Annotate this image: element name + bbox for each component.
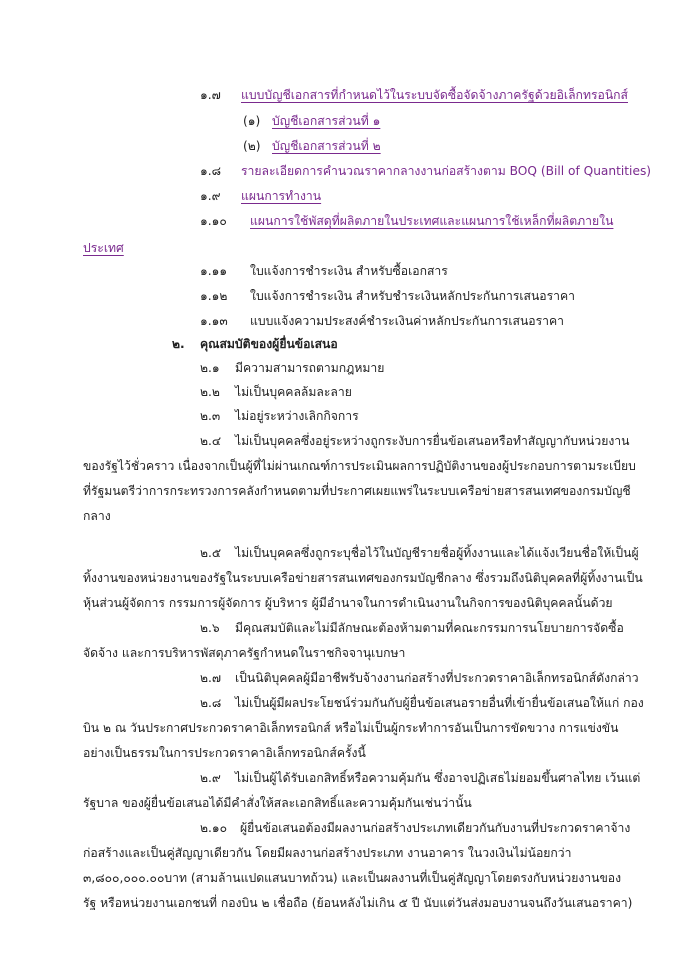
qual-item-2-8: [200, 695, 644, 711]
item-number: ๒.๙: [200, 771, 221, 785]
section-heading: [172, 336, 338, 352]
item-text: ไม่เป็นบุคคลล้มละลาย: [235, 385, 352, 399]
link-work-plan[interactable]: แผนการทำงาน: [241, 189, 322, 203]
item-number: ๒.๔: [200, 434, 222, 448]
paragraph-line: กลาง: [83, 509, 111, 523]
item-text: ไม่เป็นบุคคลซึ่งอยู่ระหว่างถูกระงับการยื่นข้อเสนอหรือทำสัญญากับหน่วยงาน: [235, 434, 630, 448]
item-number: ๑.๘: [200, 164, 222, 178]
doc-subitem-1: [243, 113, 380, 129]
paragraph-line: จัดจ้าง และการบริหารพัสดุภาครัฐกำหนดในราชกิจจานุเบกษา: [83, 646, 406, 660]
item-number: ๒.๓: [200, 409, 221, 423]
item-number: ๒.๒: [200, 385, 220, 399]
doc-item-1-7: [200, 87, 628, 103]
qual-item-2-2: [200, 384, 352, 400]
doc-item-1-9: [200, 188, 321, 204]
paragraph-line: หุ้นส่วนผู้จัดการ กรรมการผู้จัดการ ผู้บริหาร ผู้มีอำนาจในการดำเนินงานในกิจการของนิติบุคคลนั้นด้วย: [83, 596, 613, 610]
doc-item-1-10-continuation: [83, 240, 124, 256]
paragraph-line: อย่างเป็นธรรมในการประกวดราคาอิเล็กทรอนิกส์ครั้งนี้: [83, 746, 366, 760]
section-number: ๒.: [172, 337, 185, 351]
section-title: คุณสมบัติของผู้ยื่นข้อเสนอ: [200, 337, 338, 351]
item-text: ใบแจ้งการชำระเงิน สำหรับชำระเงินหลักประกันการเสนอราคา: [250, 289, 576, 303]
item-number: ๑.๑๑: [200, 264, 228, 278]
item-text: แบบแจ้งความประสงค์ชำระเงินค่าหลักประกันการเสนอราคา: [250, 314, 565, 328]
item-text: ไม่เป็นผู้ได้รับเอกสิทธิ์หรือความคุ้มกัน ซึ่งอาจปฏิเสธไม่ยอมขึ้นศาลไทย เว้นแต่: [235, 771, 641, 785]
item-number: ๑.๑๐: [200, 214, 227, 228]
item-text: มีความสามารถตามกฎหมาย: [235, 361, 385, 375]
paragraph-line: ทิ้งงานของหน่วยงานของรัฐในระบบเครือข่ายสารสนเทศของกรมบัญชีกลาง ซึ่งรวมถึงนิติบุคคลที่ผู้ทิ้งงานเป็น: [83, 571, 643, 585]
paragraph-line: รัฐ หรือหน่วยงานเอกชนที่ กองบิน ๒ เชื่อถือ (ย้อนหลังไม่เกิน ๕ ปี นับแต่วันส่งมอบงานจนถึงวันเสนอราคา): [83, 896, 633, 910]
item-text: ใบแจ้งการชำระเงิน สำหรับซื้อเอกสาร: [250, 264, 448, 278]
item-number: ๑.๗: [200, 88, 221, 102]
paragraph-line: ของรัฐไว้ชั่วคราว เนื่องจากเป็นผู้ที่ไม่ผ่านเกณฑ์การประเมินผลการปฏิบัติงานของผู้ประกอบการตามระเบียบ: [83, 459, 636, 473]
item-number: (๑): [243, 114, 261, 128]
item-number: ๑.๙: [200, 189, 221, 203]
item-number: ๑.๑๓: [200, 314, 228, 328]
item-text: ไม่เป็นผู้มีผลประโยชน์ร่วมกันกับผู้ยื่นข้อเสนอรายอื่นที่เข้ายื่นข้อเสนอให้แก่ กอง: [235, 696, 644, 710]
doc-item-1-12: [200, 288, 575, 304]
link-document-list-part-2[interactable]: บัญชีเอกสารส่วนที่ ๒: [272, 139, 381, 153]
doc-item-1-10: [200, 213, 613, 229]
qual-item-2-1: [200, 360, 384, 376]
item-text: ไม่อยู่ระหว่างเลิกกิจการ: [235, 409, 359, 423]
qual-item-2-9: [200, 770, 640, 786]
qual-item-2-7: [200, 670, 639, 686]
link-boq-price-calculation[interactable]: รายละเอียดการคำนวณราคากลางงานก่อสร้างตาม BOQ (Bill of Quantities): [241, 164, 652, 178]
doc-item-1-8: [200, 163, 651, 179]
item-text: ไม่เป็นบุคคลซึ่งถูกระบุชื่อไว้ในบัญชีรายชื่อผู้ทิ้งงานและได้แจ้งเวียนชื่อให้เป็นผู้: [235, 546, 639, 560]
qual-item-2-4: [200, 433, 629, 449]
link-domestic-materials-plan-cont[interactable]: ประเทศ: [83, 241, 124, 255]
item-text: มีคุณสมบัติและไม่มีลักษณะต้องห้ามตามที่คณะกรรมการนโยบายการจัดซื้อ: [235, 621, 624, 635]
item-number: ๒.๖: [200, 621, 220, 635]
paragraph-line: รัฐบาล ของผู้ยื่นข้อเสนอได้มีคำสั่งให้สละเอกสิทธิ์และความคุ้มกันเช่นว่านั้น: [83, 796, 472, 810]
doc-item-1-11: [200, 263, 448, 279]
item-number: ๒.๑๐: [200, 821, 228, 835]
link-document-list-part-1[interactable]: บัญชีเอกสารส่วนที่ ๑: [272, 114, 381, 128]
item-text: เป็นนิติบุคคลผู้มีอาชีพรับจ้างงานก่อสร้างที่ประกวดราคาอิเล็กทรอนิกส์ดังกล่าว: [235, 671, 639, 685]
item-number: ๒.๘: [200, 696, 222, 710]
paragraph-line: ๓,๘๐๐,๐๐๐.๐๐บาท (สามล้านแปดแสนบาทถ้วน) และเป็นผลงานที่เป็นคู่สัญญาโดยตรงกับหน่วยงานของ: [83, 871, 622, 885]
doc-item-1-13: [200, 313, 564, 329]
paragraph-line: ที่รัฐมนตรีว่าการกระทรวงการคลังกำหนดตามที่ประกาศเผยแพร่ในระบบเครือข่ายสารสนเทศของกรมบัญชี: [83, 484, 631, 498]
item-number: ๒.๑: [200, 361, 220, 375]
doc-subitem-2: [243, 138, 381, 154]
item-number: (๒): [243, 139, 261, 153]
item-number: ๒.๗: [200, 671, 222, 685]
item-number: ๑.๑๒: [200, 289, 228, 303]
item-number: ๒.๕: [200, 546, 222, 560]
qual-item-2-6: [200, 620, 624, 636]
link-document-list-form[interactable]: แบบบัญชีเอกสารที่กำหนดไว้ในระบบจัดซื้อจัดจ้างภาครัฐด้วยอิเล็กทรอนิกส์: [241, 88, 628, 102]
qual-item-2-5: [200, 545, 639, 561]
link-domestic-materials-plan[interactable]: แผนการใช้พัสดุที่ผลิตภายในประเทศและแผนการใช้เหล็กที่ผลิตภายใน: [250, 214, 614, 228]
item-text: ผู้ยื่นข้อเสนอต้องมีผลงานก่อสร้างประเภทเดียวกันกับงานที่ประกวดราคาจ้าง: [240, 821, 631, 835]
paragraph-line: ก่อสร้างและเป็นคู่สัญญาเดียวกัน โดยมีผลงานก่อสร้างประเภท งานอาคาร ในวงเงินไม่น้อยกว่า: [83, 846, 572, 860]
qual-item-2-3: [200, 408, 359, 424]
qual-item-2-10: [200, 820, 630, 836]
paragraph-line: บิน ๒ ณ วันประกาศประกวดราคาอิเล็กทรอนิกส์ หรือไม่เป็นผู้กระทำการอันเป็นการขัดขวาง การแข่งขัน: [83, 721, 619, 735]
